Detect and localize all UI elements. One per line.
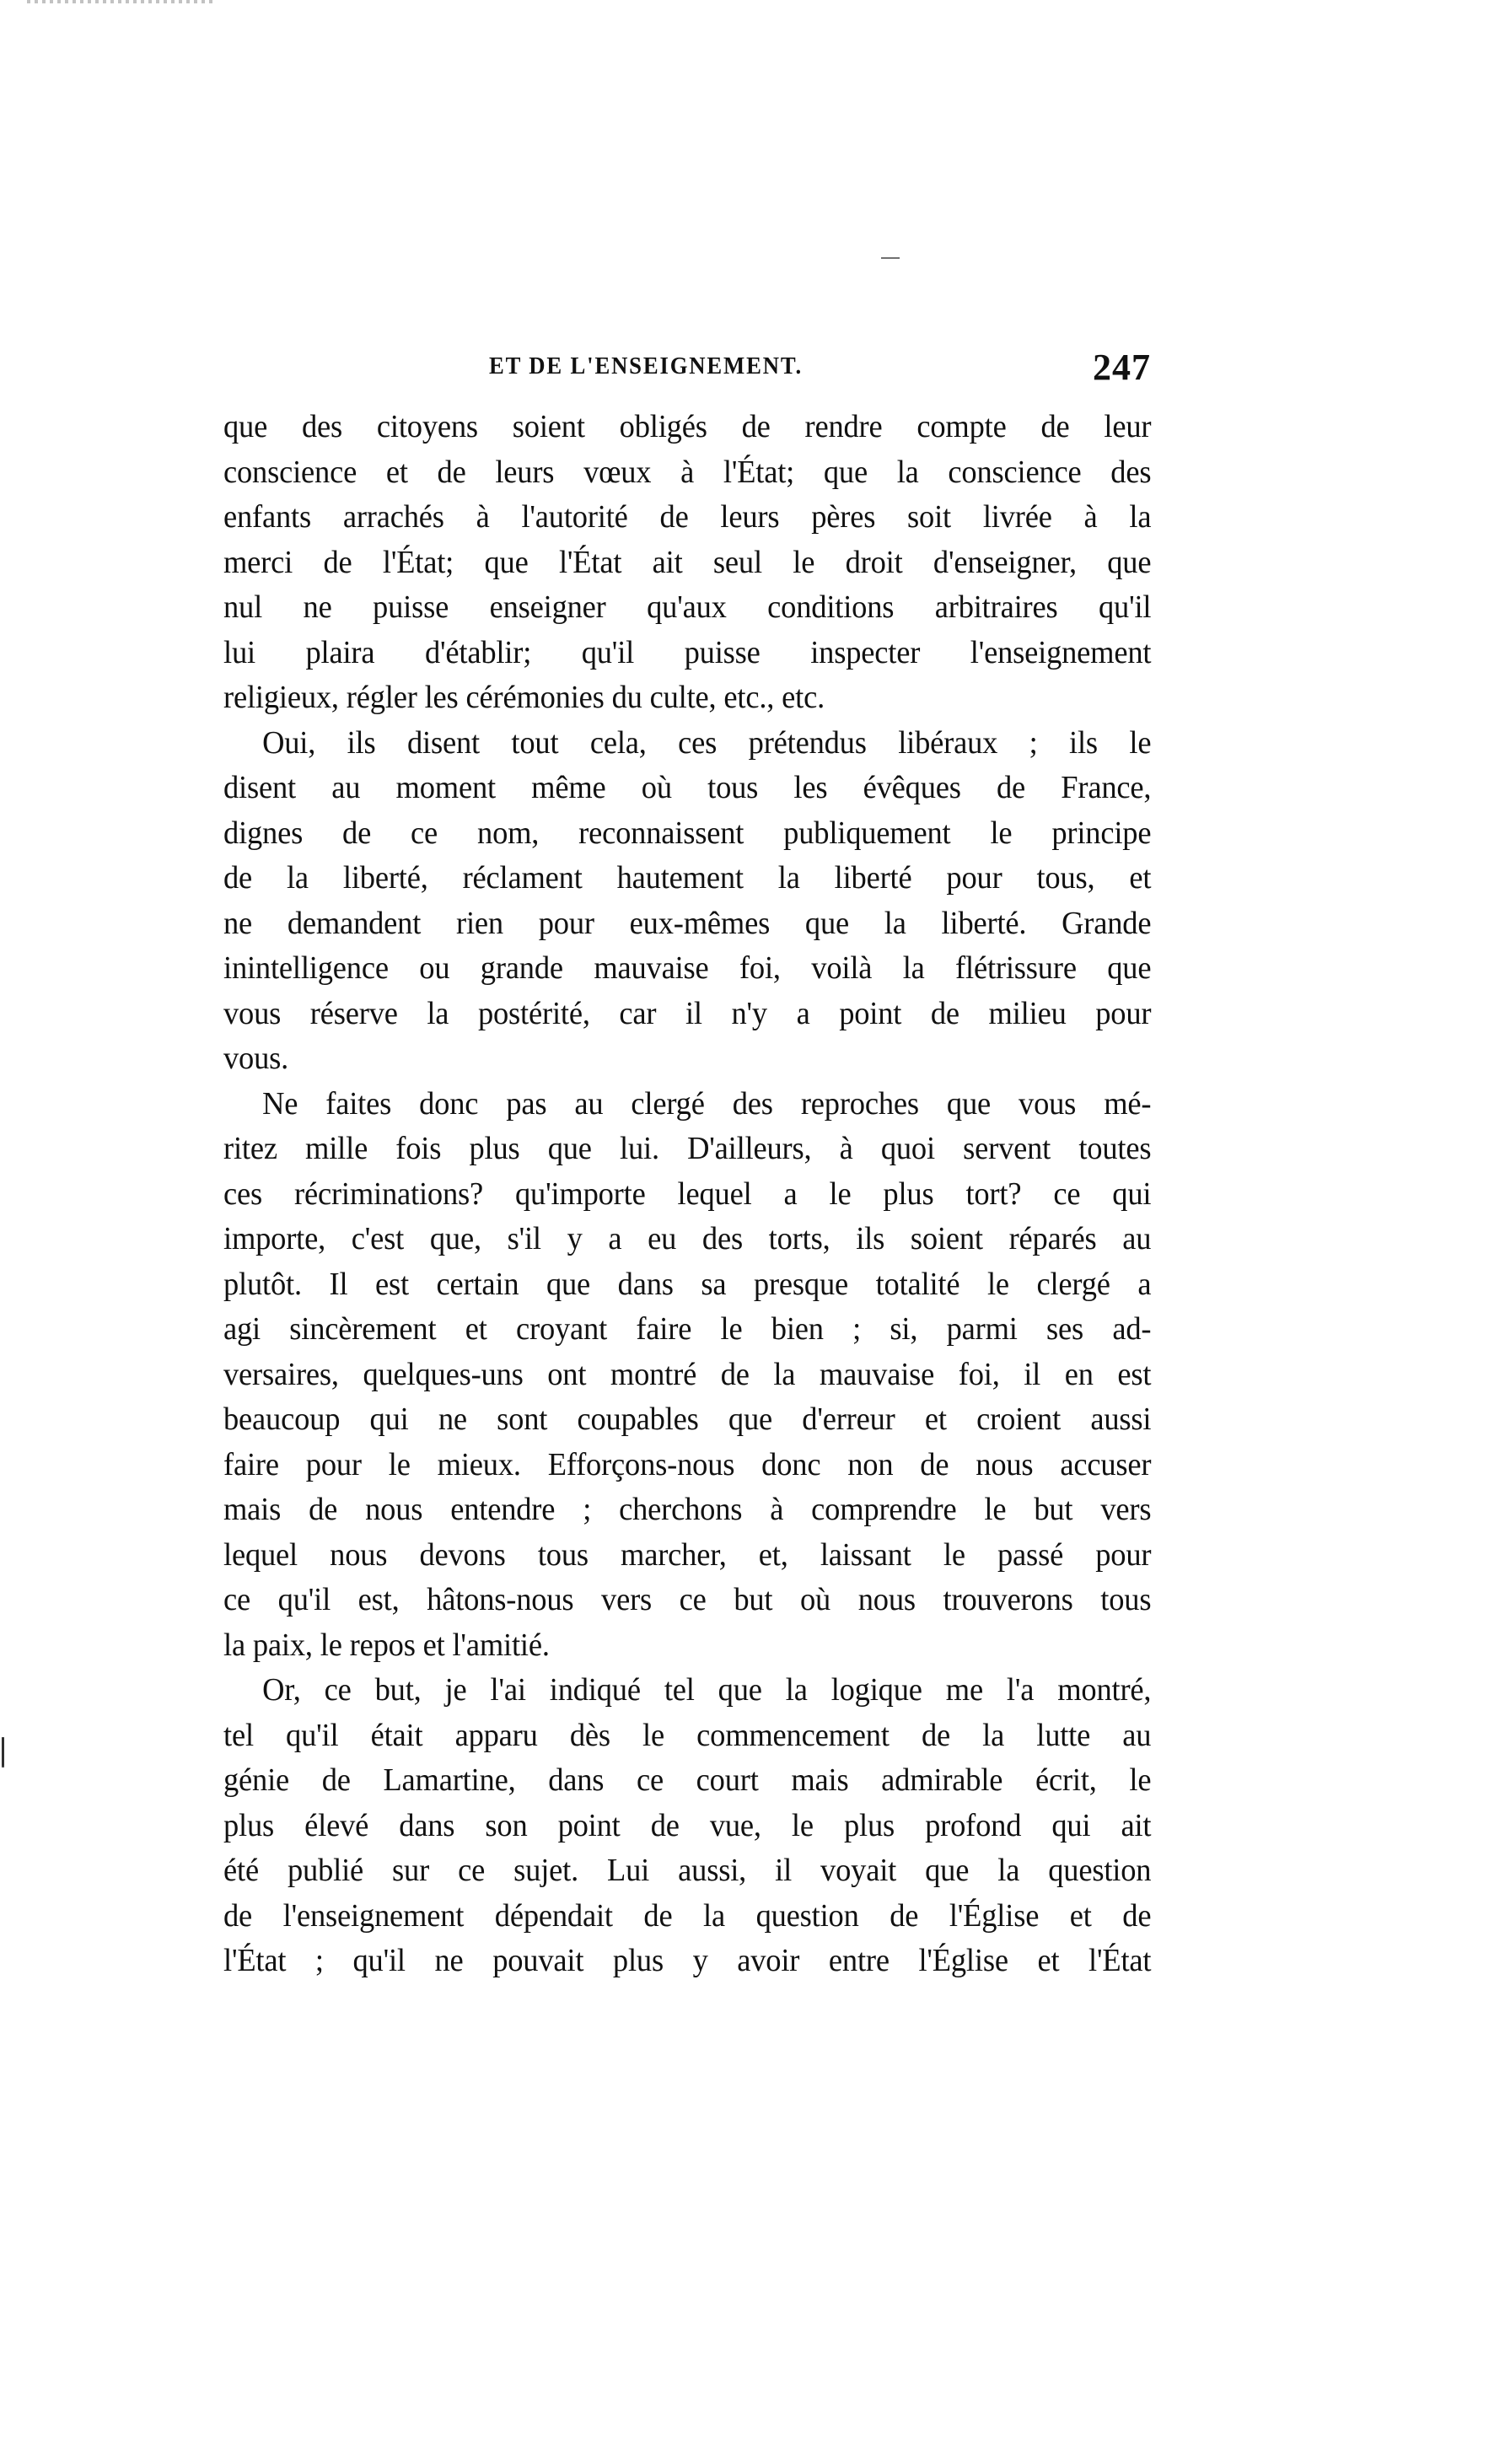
running-header [223, 347, 1151, 393]
text-line: religieux, régler les cérémonies du culte, etc., etc. [223, 680, 825, 715]
text-line: lui plaira d'établir; qu'il puisse inspecter l'enseignement [223, 634, 1152, 670]
text-line: agi sincèrement et croyant faire le bien ; si, parmi ses ad- [223, 1311, 1152, 1347]
scan-artifact-mark [881, 257, 900, 259]
text-line: vous réserve la postérité, car il n'y a point de milieu pour [223, 995, 1152, 1031]
text-line: génie de Lamartine, dans ce court mais admirable écrit, le [223, 1762, 1152, 1798]
text-line: Or, ce but, je l'ai indiqué tel que la logique me l'a montré, [262, 1672, 1152, 1708]
text-line: inintelligence ou grande mauvaise foi, voilà la flétrissure que [223, 950, 1152, 986]
page-number: 247 [1093, 347, 1151, 388]
text-line: nul ne puisse enseigner qu'aux conditions arbitraires qu'il [223, 589, 1152, 625]
paragraph-1 [223, 405, 1151, 721]
text-line: de la liberté, réclament hautement la liberté pour tous, et [223, 860, 1152, 896]
text-line: disent au moment même où tous les évêques de France, [223, 770, 1152, 805]
text-line: dignes de ce nom, reconnaissent publiquement le principe [223, 815, 1152, 851]
text-line: versaires, quelques-uns ont montré de la mauvaise foi, il en est [223, 1356, 1152, 1392]
text-line: mais de nous entendre ; cherchons à comprendre le but vers [223, 1492, 1152, 1527]
text-line: conscience et de leurs vœux à l'État; que la conscience des [223, 454, 1152, 490]
paragraph-3 [223, 1082, 1151, 1669]
text-line: Ne faites donc pas au clergé des reproches que vous mé- [262, 1085, 1152, 1122]
paragraph-2 [223, 721, 1151, 1082]
text-line: Oui, ils disent tout cela, ces prétendus libéraux ; ils le [262, 724, 1152, 761]
body-text [223, 405, 1151, 1984]
text-line: lequel nous devons tous marcher, et, laissant le passé pour [223, 1536, 1152, 1573]
text-line: tel qu'il était apparu dès le commencement de la lutte au [223, 1717, 1152, 1753]
text-line: merci de l'État; que l'État ait seul le droit d'enseigner, que [223, 544, 1152, 580]
text-line: beaucoup qui ne sont coupables que d'erreur et croient aussi [223, 1401, 1152, 1437]
text-line: ces récriminations? qu'importe lequel a le plus tort? ce qui [223, 1176, 1152, 1212]
text-line: que des citoyens soient obligés de rendre compte de leur [223, 409, 1152, 444]
text-line: la paix, le repos et l'amitié. [223, 1627, 550, 1663]
paragraph-4 [223, 1668, 1151, 1984]
text-line: enfants arrachés à l'autorité de leurs pères soit livrée à la [223, 499, 1152, 535]
text-line: importe, c'est que, s'il y a eu des torts, ils soient réparés au [223, 1221, 1152, 1256]
text-line: de l'enseignement dépendait de la question de l'Église et de [223, 1897, 1152, 1934]
text-line: l'État ; qu'il ne pouvait plus y avoir entre l'Église et l'État [223, 1943, 1152, 1978]
text-line: ritez mille fois plus que lui. D'ailleurs, à quoi servent toutes [223, 1131, 1152, 1166]
text-line: vous. [223, 1041, 289, 1076]
text-line: plutôt. Il est certain que dans sa presque totalité le clergé a [223, 1266, 1152, 1302]
running-head-title: ET DE L'ENSEIGNEMENT. [489, 352, 803, 379]
text-line: plus élevé dans son point de vue, le plus profond qui ait [223, 1807, 1152, 1843]
text-line: ne demandent rien pour eux-mêmes que la liberté. Grande [223, 905, 1152, 941]
text-line: été publié sur ce sujet. Lui aussi, il voyait que la question [223, 1853, 1152, 1888]
text-line: ce qu'il est, hâtons-nous vers ce but où nous trouverons tous [223, 1582, 1152, 1617]
scan-artifact-top [27, 0, 212, 3]
text-line: faire pour le mieux. Efforçons-nous donc non de nous accuser [223, 1446, 1152, 1482]
